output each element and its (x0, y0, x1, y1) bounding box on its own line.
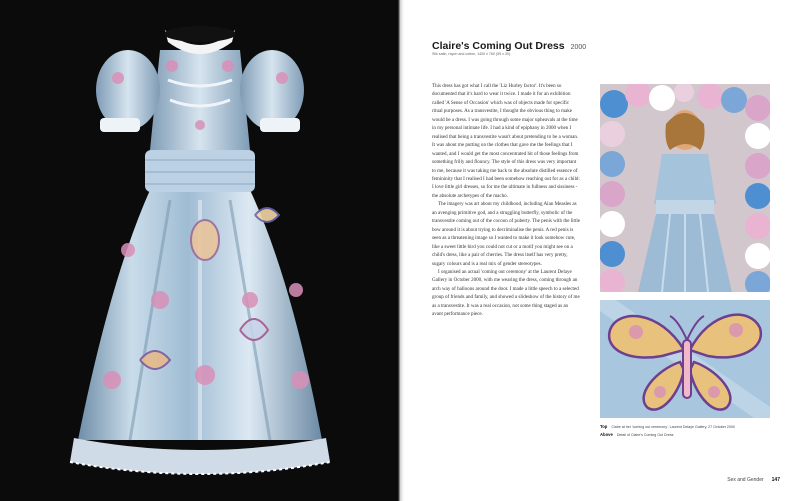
page-number: 147 (771, 477, 780, 483)
butterfly-detail-photo (600, 300, 770, 418)
page-footer (727, 477, 780, 483)
ceremony-photo (600, 84, 770, 292)
caption-above-label: Above (600, 432, 613, 437)
caption-top (600, 424, 780, 429)
section-name: Sex and Gender (727, 477, 764, 483)
text-page (404, 0, 800, 501)
article-title: Claire's Coming Out Dress (432, 40, 565, 52)
body-paragraph: The imagery was art about my childhood, including Alan Measles as an avenging primitive god, and a struggling butterfly, symbolic of the transvestite coming out of the cocoon of puberty. The penis with the little bow around it is about trying to decriminalise the penis. A red penis is seen as a threatening image so I wanted to make it look somehow cute, like a sweet little bird you could not cut or a motif you might see on a child's dress, like a pair of cherries. The dress itself has very pretty, sugary colours and is a real mix of gender stereotypes. (432, 201, 581, 267)
article-year: 2000 (570, 44, 587, 51)
body-paragraph: This dress has got what I call the 'Liz Hurley factor'. It's been so documented that it's hard to wear it twice. I made it for an exhibition called 'A Sense of Occasion' which was of objects made for specific ritual purposes. As a transvestite, I thought the obvious thing to make would be a dress. I was going through some major upheavals at the time in my personal intimate life. I had a kind of epiphany in 2000 when I realised that being a transvestite wasn't about pretending to be a woman. It was about me putting on the clothes that gave me the feelings that I wanted, and I would get the most concentrated hit of those feelings from something frilly and flouncy. The style of this dress was very important to me, because it was taking me back to the absolute distilled essence of femininity that I realised I had been somehow reaching out for as a child: I love little girl dresses, so for me the ultimate in fullness and sissiness - the absolute archetypes of the macho. (432, 83, 580, 199)
caption-above-text: Detail of Claire's Coming Out Dress (616, 433, 674, 437)
body-text (432, 82, 580, 319)
caption-above (600, 432, 780, 437)
caption-top-label: Top (600, 424, 608, 429)
materials-credit: Silk satin, rayon and cotton, 1400 x 760 (55 x 30) (432, 52, 511, 56)
butterfly-embroidery-image (600, 300, 770, 418)
body-paragraph: I organised an actual 'coming out ceremony' at the Laurent Delaye Gallery in October 2000, with me wearing the dress, coming through an arch way of balloons around the door. I made a little speech to a selected group of friends and family, and showed a slideshow of the history of me as a transvestite. It was a real occasion, not some thing staged as an avant performance piece. (432, 268, 580, 318)
balloon-arch-image (600, 84, 770, 292)
caption-top-text: Claire at her 'coming out ceremony', Laurent Delaye Gallery, 27 October 2000 (611, 425, 735, 429)
